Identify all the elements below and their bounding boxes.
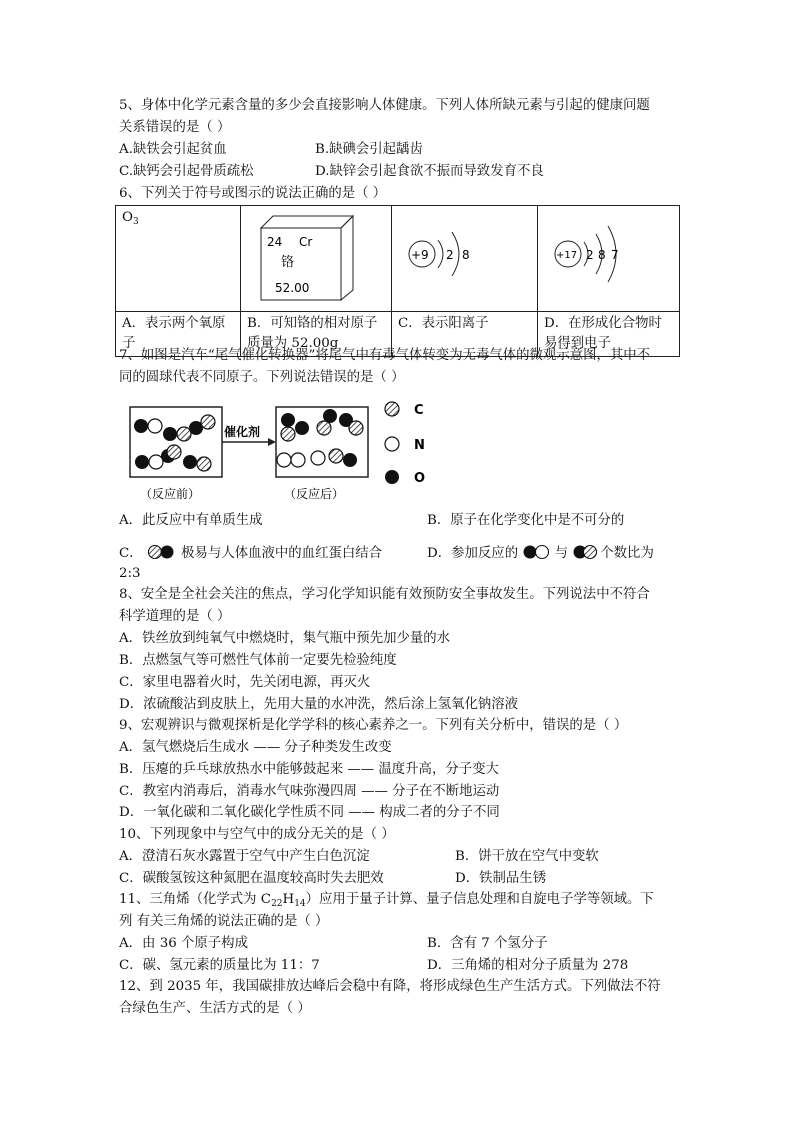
fluoride-ion-diagram [392, 206, 537, 304]
q12-stem-line2: 合绿色生产、生活方式的是（ ） [119, 1001, 311, 1016]
q6-cell-element [241, 206, 392, 312]
before-label: （反应前） [140, 487, 201, 501]
q7-option-c: C． 极易与人体血液中的血红蛋白结合 [119, 546, 383, 561]
q11-option-d: D．三角烯的相对分子质量为 278 [427, 958, 629, 973]
ion-shell-2: 8 [462, 248, 470, 262]
element-name: 铬 [281, 255, 295, 270]
q6-stem: 6、下列关于符号或图示的说法正确的是（ ） [119, 186, 387, 201]
q6-cell-symbol [116, 206, 241, 312]
q7-option-b: B．原子在化学变化中是不可分的 [427, 513, 625, 528]
q5-option-c: C.缺钙会引起骨质疏松 [119, 164, 254, 179]
co-molecule-icon-2 [572, 544, 600, 560]
q11-option-a: A．由 36 个原子构成 [119, 936, 248, 951]
q10-option-c: C．碳酸氢铵这种氮肥在温度较高时失去肥效 [119, 871, 384, 886]
q6-option-c: C．表示阳离子 [392, 312, 538, 357]
atom-shell-2: 8 [598, 248, 606, 262]
q6-option-a: A．表示两个氧原子 [116, 312, 241, 357]
legend-nitrogen-icon [385, 437, 399, 451]
q6-table [115, 205, 680, 357]
q7-stem-line2: 同的圆球代表不同原子。下列说法错误的是（ ） [119, 370, 405, 385]
q6-cell-ion [392, 206, 538, 312]
q7-stem-line1: 7、如图是汽车“尾气催化转换器”将尾气中有毒气体转变为无毒气体的微观示意图，其中不 [119, 348, 651, 363]
legend-oxygen-icon [385, 470, 399, 484]
q8-option-a: A．铁丝放到纯氧气中燃烧时，集气瓶中预先加少量的水 [119, 631, 451, 646]
q9-option-c: C．教室内消毒后，消毒水气味弥漫四周 —— 分子在不断地运动 [119, 784, 500, 799]
atom-legend [378, 396, 438, 488]
q10-option-b: B．饼干放在空气中变软 [455, 849, 599, 864]
q9-option-a: A．氢气燃烧后生成水 —— 分子种类发生改变 [119, 740, 392, 755]
legend-n-label: N [414, 438, 425, 453]
q8-option-c: C．家里电器着火时，先关闭电源，再灭火 [119, 675, 371, 690]
q8-option-d: D．浓硫酸沾到皮肤上，先用大量的水冲洗，然后涂上氢氧化钠溶液 [119, 697, 519, 712]
element-mass: 52.00 [275, 281, 310, 295]
q8-stem-line1: 8、安全是全社会关注的焦点，学习化学知识能有效预防安全事故发生。下列说法中不符合 [119, 587, 650, 602]
catalyst-label: 催化剂 [224, 425, 261, 439]
element-number: 24 [267, 235, 283, 249]
atom-shell-3: 7 [611, 248, 619, 262]
q11-stem-line2: 列 有关三角烯的说法正确的是（ ） [119, 914, 329, 929]
ion-nucleus-charge: +9 [411, 248, 429, 262]
chlorine-atom-diagram [538, 206, 678, 304]
no-molecule-icon [522, 544, 550, 560]
legend-o-label: O [414, 471, 426, 486]
ion-shell-1: 2 [446, 248, 454, 262]
q6-option-b: B．可知铬的相对原子质量为 52.00g [241, 312, 392, 357]
after-label: （反应后） [284, 487, 345, 501]
q6-cell-atom [538, 206, 680, 312]
element-cube-figure [241, 206, 391, 304]
q5-option-d: D.缺锌会引起食欲不振而导致发育不良 [315, 164, 544, 179]
q8-stem-line2: 科学道理的是（ ） [119, 609, 231, 624]
q9-option-b: B．压瘪的乒乓球放热水中能够鼓起来 —— 温度升高，分子变大 [119, 762, 499, 777]
q9-option-d: D．一氧化碳和二氧化碳化学性质不同 —— 构成二者的分子不同 [119, 805, 500, 820]
legend-carbon-icon [385, 402, 399, 416]
q11-option-b: B．含有 7 个氢分子 [427, 936, 548, 951]
q9-stem: 9、宏观辨识与微观探析是化学学科的核心素养之一。下列有关分析中，错误的是（ ） [119, 718, 628, 733]
q5-stem-line1: 5、身体中化学元素含量的多少会直接影响人体健康。下列人体所缺元素与引起的健康问题 [119, 98, 650, 113]
co-molecule-icon [147, 544, 177, 560]
atom-shell-1: 2 [586, 248, 594, 262]
q11-stem-line1: 11、三角烯（化学式为 $C_{22}H_{14}$）应用于量子计算、量子信息处理和自旋电子学等领域。下 [119, 892, 654, 909]
q7-option-d-ratio: 2:3 [119, 566, 141, 581]
q10-option-d: D．铁制品生锈 [455, 871, 547, 886]
atom-nucleus-charge: +17 [556, 250, 578, 261]
q6-option-d: D．在形成化合物时易得到电子 [538, 312, 680, 357]
q10-stem: 10、下列现象中与空气中的成分无关的是（ ） [119, 827, 395, 842]
legend-c-label: C [414, 403, 424, 418]
q5-stem-line2: 关系错误的是（ ） [119, 120, 231, 135]
q5-option-a: A.缺铁会引起贫血 [119, 142, 227, 157]
q7-option-d: D．参加反应的 与 个数比为 [427, 546, 654, 561]
q5-option-b: B.缺碘会引起龋齿 [315, 142, 423, 157]
q7-option-a: A．此反应中有单质生成 [119, 513, 263, 528]
q11-option-c: C．碳、氢元素的质量比为 11：7 [119, 958, 320, 973]
q10-option-a: A．澄清石灰水露置于空气中产生白色沉淀 [119, 849, 370, 864]
element-symbol: Cr [299, 235, 313, 249]
q12-stem-line1: 12、到 2035 年，我国碳排放达峰后会稳中有降，将形成绿色生产生活方式。下列做法不符 [119, 979, 661, 994]
ozone-symbol: $O_3$ [122, 210, 139, 227]
q8-option-b: B．点燃氢气等可燃性气体前一定要先检验纯度 [119, 653, 397, 668]
